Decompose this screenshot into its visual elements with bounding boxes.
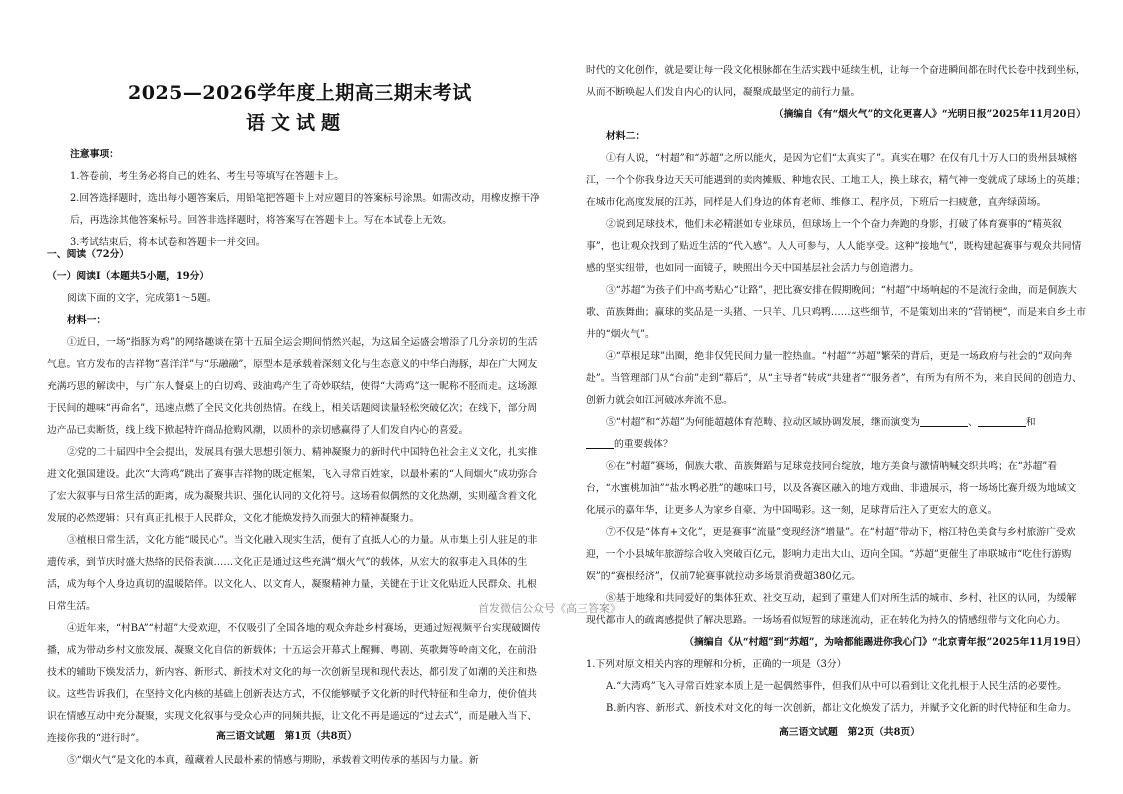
paragraph: ⑤“烟火气”是文化的本真，蕴藏着人民最朴素的情感与期盼，承载着文明传承的基因与力量。新 [67,755,479,766]
paragraph: ⑦不仅是“体育+文化”，更是赛事“流量”变现经济“增量”。在“村超”带动下，榕江特色美食与乡村旅游广受欢迎，一个小县城年旅游综合收入突破百亿元，影响力走出大山、迈向全国。“苏超”更催生了串联城市“吃住行游购娱”的“赛根经济”，仅前7轮赛事就拉动多场景消费超380亿元。 [586,527,1076,582]
question-option: A.“大湾鸡”飞入寻常百姓家本质上是一起偶然事件，但我们从中可以看到让文化扎根于人民生活的必要性。 [606,681,1068,692]
paragraph: ④近年来，“村BA”“村超”大受欢迎，不仅吸引了全国各地的观众奔赴乡村赛场，更通过短视频平台实现破圈传播，成为带动乡村文旅发展、凝聚文化自信的新载体；十五运会开幕式上醒狮、粤剧、英歌舞等岭南文化，在前沿技术的辅助下焕发活力，新内容、新形式、新技术对文化的每一次创新呈现和现代表达，都引发了如潮的关注和热议。这些告诉我们，在坚持文化内核的基础上创新表达方式，不仅能够赋予文化新的时代特征和生命力，使价值共识在情感互动中充分凝聚，实现文化叙事与受众心声的同频共振，让文化不再是遥远的“过去式”，而是融入当下、连接你我的“进行时”。 [47,623,541,744]
watermark-text: 首发微信公众号《高三答案》 [478,602,621,615]
question-stem: 1.下列对原文相关内容的理解和分析，正确的一项是（3分） [586,659,847,670]
paragraph-text: ⑤“村超”和“苏超”为何能超越体育范畴、拉动区域协调发展，继而演变为 [606,417,920,428]
reading-continued [586,60,1086,720]
reading-instruction: 阅读下面的文字，完成第1～5题。 [67,293,217,304]
reading-section [47,244,542,772]
material-label: 材料一： [67,315,107,326]
paragraph-with-blanks [586,412,1086,456]
paragraph-text: 的重要载体？ [614,439,673,450]
notice-item: 2.回答选择题时，选出每小题答案后，用铅笔把答题卡上对应题目的答案标号涂黑。如需改动，用橡皮擦干净后，再选涂其他答案标号。回答非选择题时，将答案写在答题卡上。写在本试卷上无效。 [70,193,540,226]
paragraph: ③植根日常生活，文化方能“暖民心”。当文化融入现实生活，便有了直抵人心的力量。从市集上引人驻足的非遗传承，到节庆时盛大热络的民俗表演……文化正是通过这些充满“烟火气”的载体，从宏大的叙事走入具体的生活，成为每个人身边真切的温暖陪伴。以文化人、以文育人，凝聚精神力量，关键在于让文化贴近人民群众、扎根日常生活。 [47,535,538,612]
fill-blank [920,414,968,427]
paragraph: ①有人说，“村超”和“苏超”之所以能火，是因为它们“太真实了”。真实在哪？在仅有几十万人口的贵州县城榕江，一个个你我身边天天可能遇到的卖肉摊贩、种地农民、工地工人，换上球衣，精气神一变就成了球场上的英雄；在城市化高度发展的江苏，同样是人们身边的体育老师、维修工、程序员，下班后一扫疲惫，直奔绿茵场。 [586,153,1086,208]
notice-item: 1.答卷前，考生务必将自己的姓名、考生号等填写在答题卡上。 [70,171,344,182]
paragraph: ①近日，一场“指豚为鸡”的网络趣谈在第十五届全运会期间悄然兴起，为这届全运盛会增添了几分亲切的生活气息。官方发布的吉祥物“喜洋洋”与“乐融融”，原型本是承载着深刻文化与生态意义的中华白海豚，却在广大网友充满巧思的解读中，与广东人餐桌上的白切鸡、豉油鸡产生了奇妙联结，使得“大湾鸡”这一昵称不胫而走。这场源于民间的趣味“再命名”，迅速点燃了全民文化共创热情。在线上，相关话题阅读量轻松突破亿次；在线下，部分周边产品已卖断货，线上线下掀起特许商品抢购风潮，以质朴的亲切感赢得了人们发自内心的喜爱。 [47,337,538,436]
right-page [562,0,1123,794]
subsection-heading: （一）阅读Ⅰ（本题共5小题，19分） [47,271,210,282]
fill-blank [978,414,1026,427]
page-footer-left: 高三语文试题 第1页（共8页） [216,731,357,742]
paragraph: ②说到足球技术，他们未必精湛如专业球员，但球场上一个个奋力奔跑的身影，打破了体育赛事的“精英叙事”，也让观众找到了贴近生活的“代入感”。人人可参与，人人能享受。这种“接地气”，既构建起赛事与观众共同情感的坚实纽带，也如同一面镜子，映照出今天中国基层社会活力与创造潜力。 [586,219,1082,274]
paragraph: ④“草根足球”出圈，绝非仅凭民间力量一腔热血。“村超”“苏超”繁荣的背后，更是一场政府与社会的“双向奔赴”。当管理部门从“台前”走到“幕后”，从“主导者”转成“共建者”“服务者”，有所为有所不为，来自民间的创造力、创新力就会如江河破冰奔流不息。 [586,351,1082,406]
paragraph: ③“苏超”为孩子们中高考贴心“让路”，把比赛安排在假期晚间；“村超”中场响起的不是流行金曲，而是侗族大歌、苗族舞曲；赢球的奖品是一头猪、一只羊、几只鸡鸭……这些细节，不是策划出来的“营销梗”，而是来自乡土市井的“烟火气”。 [586,285,1086,340]
blank-conjunction: 和 [1025,417,1036,428]
blank-separator: 、 [967,417,978,428]
paragraph: ⑥在“村超”赛场，侗族大歌、苗族舞蹈与足球竞技同台绽放，地方美食与激情呐喊交织共鸣；在“苏超”看台，“水蜜桃加油”“盐水鸭必胜”的趣味口号，以及各赛区融入的地方戏曲、非遗展示，将一场场比赛升级为地域文化展示的嘉年华，让更多人为家乡自豪、为中国喝彩。这一刻，足球背后注入了更宏大的意义。 [586,461,1077,516]
paragraph-continued: 时代的文化创作，就是要让每一段文化根脉都在生活实践中延续生机，让每一个奋进瞬间都在时代长卷中找到坐标，从而不断唤起人们发自内心的认同，凝聚成最坚定的前行力量。 [586,65,1086,98]
fill-blank [586,436,614,449]
section-heading: 一、阅读（72分） [47,249,130,260]
question-option: B.新内容、新形式、新技术对文化的每一次创新，都让文化焕发了活力，并赋予文化新的时代特征和生命力。 [606,703,1077,714]
paragraph: ②党的二十届四中全会提出，发展具有强大思想引领力、精神凝聚力的新时代中国特色社会主义文化，扎实推进文化强国建设。此次“大湾鸡”跳出了赛事吉祥物的既定框架，飞入寻常百姓家，以最朴素的“人间烟火”成功弥合了宏大叙事与日常生活的距离，成为凝聚共识、强化认同的文化符号。这场看似偶然的文化热潮，实则蕴含着文化发展的必然逻辑：只有真正扎根于人民群众，文化才能焕发持久而强大的精神凝聚力。 [47,447,538,524]
source-citation: （摘编自《有“烟火气”的文化更喜人》“光明日报”2025年11月20日） [773,109,1086,120]
notice-heading: 注意事项： [70,149,119,160]
notice-section [70,144,540,254]
material-label: 材料二： [606,131,646,142]
exam-title: 2025—2026学年度上期高三期末考试 [128,82,472,104]
page-footer-right: 高三语文试题 第2页（共8页） [779,727,920,738]
notice-item: 3.考试结束后，将本试卷和答题卡一并交回。 [70,237,266,248]
subject-title: 语文试题 [246,112,347,134]
paragraph: ⑧基于地缘和共同爱好的集体狂欢、社交互动，起到了重建人们对所生活的城市、乡村、社区的认同，为缓解现代都市人的疏离感提供了解决思路。一场场看似短暂的球迷流动，正在转化为持久的情感纽带与文化向心力。 [586,593,1077,626]
source-citation: （摘编自《从“村超”到“苏超”，为啥都能踢进你我心门》“北京青年报”2025年11月19日） [684,637,1086,648]
